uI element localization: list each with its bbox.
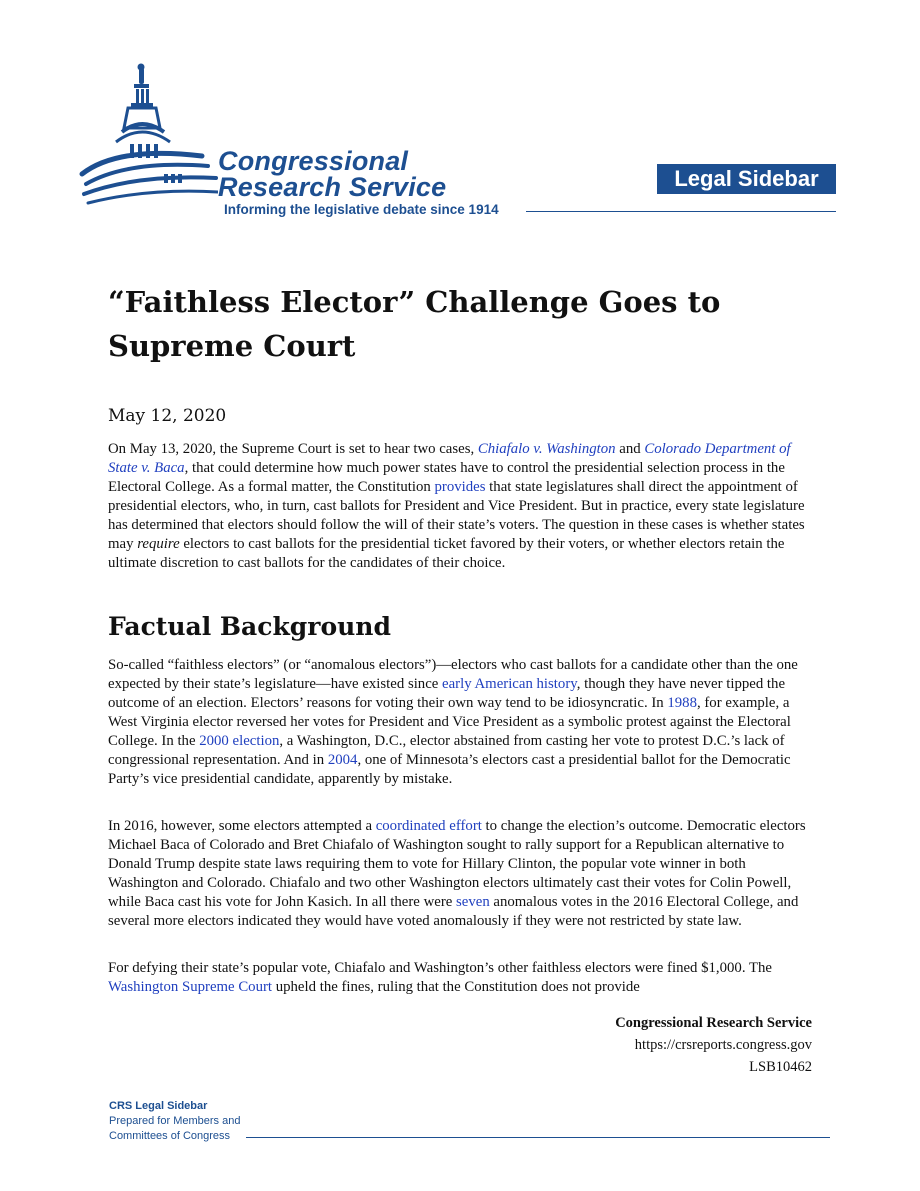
footer-url[interactable]: https://crsreports.congress.gov bbox=[634, 1037, 812, 1053]
baca-case-link[interactable]: Colorado Department of State v. Baca bbox=[108, 441, 791, 476]
bottom-line2: Committees of Congress bbox=[109, 1130, 231, 1142]
section-heading: Factual Background bbox=[108, 612, 391, 641]
intro-paragraph: On May 13, 2020, the Supreme Court is set to hear two cases, Chiafalo v. Washington and Colorado Department of State v. Baca, that could determine how much power states have to control the presidential selection process in the Electoral College. As a formal matter, the Constitution provides that state legislatures shall direct the appointment of presidential electors, who, in turn, cast ballots for President and Vice President. But in practice, every state legislature has determined that electors should follow the will of their state’s voters. The question in these cases is whether states may require electors to cast ballots for the presidential ticket favored by their voters, or whether electors retain the ultimate discretion to cast ballots for the candidates of their choice. bbox=[108, 441, 805, 571]
org-tagline: Informing the legislative debate since 1914 bbox=[224, 202, 499, 217]
background-paragraph-3: For defying their state’s popular vote, Chiafalo and Washington’s other faithless electors were fined $1,000. The Washington Supreme Court upheld the fines, ruling that the Constitution does not provide bbox=[108, 960, 772, 995]
chiafalo-case-link[interactable]: Chiafalo v. Washington bbox=[477, 441, 616, 457]
early-american-history-link[interactable]: early American history bbox=[442, 676, 577, 692]
org-name-line2: Research Service bbox=[218, 172, 447, 202]
org-name-line1: Congressional bbox=[218, 146, 409, 176]
header-rule bbox=[526, 211, 836, 212]
seven-link[interactable]: seven bbox=[456, 894, 490, 910]
publication-date: May 12, 2020 bbox=[108, 406, 227, 426]
footer-citation bbox=[615, 1012, 812, 1078]
footer-org: Congressional Research Service bbox=[615, 1015, 812, 1031]
report-id: LSB10462 bbox=[749, 1059, 812, 1075]
coordinated-effort-link[interactable]: coordinated effort bbox=[375, 818, 482, 834]
background-paragraph-2: In 2016, however, some electors attempted a coordinated effort to change the election’s outcome. Democratic electors Michael Baca of Colorado and Bret Chiafalo of Washington sought to rally support for a Republican alternative to Donald Trump despite state laws requiring them to vote for Hillary Clinton, the popular vote winner in both Washington and Colorado. Chiafalo and two other Washington electors ultimately cast their votes for Colin Powell, while Baca cast his vote for John Kasich. In all there were seven anomalous votes in the 2016 Electoral College, and several more electors indicated they would have voted anomalously if they were not restricted by state law. bbox=[108, 818, 806, 929]
bottom-label bbox=[109, 1099, 240, 1144]
crs-capitol-logo bbox=[78, 62, 218, 214]
washington-supreme-court-link[interactable]: Washington Supreme Court bbox=[108, 979, 273, 995]
bottom-rule bbox=[246, 1137, 830, 1138]
provides-link[interactable]: provides bbox=[434, 479, 486, 495]
page-title: “Faithless Elector” Challenge Goes to Supreme Court bbox=[108, 285, 721, 363]
1988-link[interactable]: 1988 bbox=[667, 695, 697, 711]
bottom-title: CRS Legal Sidebar bbox=[109, 1100, 208, 1112]
2004-link[interactable]: 2004 bbox=[327, 752, 358, 768]
legal-sidebar-badge: Legal Sidebar bbox=[657, 164, 836, 194]
2000-election-link[interactable]: 2000 election bbox=[199, 733, 280, 749]
background-paragraph-1: So-called “faithless electors” (or “anomalous electors”)—electors who cast ballots for a candidate other than the one expected by their state’s legislature—have existed since early American history, though they have never tipped the outcome of an election. Electors’ reasons for voting their own way tend to be idiosyncratic. In 1988, for example, a West Virginia elector reversed her votes for President and Vice President as a symbolic protest against the Electoral College. In the 2000 election, a Washington, D.C., elector abstained from casting her vote to protest D.C.’s lack of congressional representation. And in 2004, one of Minnesota’s electors cast a presidential ballot for the Democratic Party’s vice presidential candidate, apparently by mistake. bbox=[108, 657, 798, 787]
bottom-line1: Prepared for Members and bbox=[109, 1115, 241, 1127]
